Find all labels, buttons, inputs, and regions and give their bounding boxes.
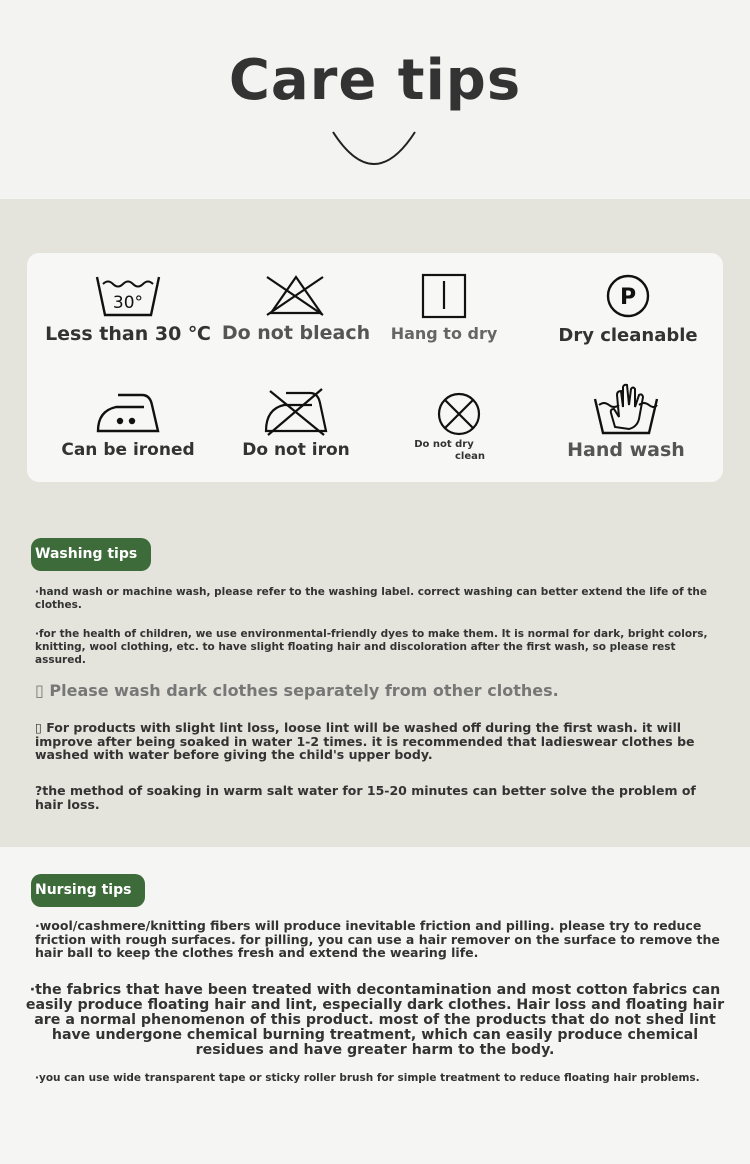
washing-tip-3: ▯ Please wash dark clothes separately from other clothes. [35, 681, 559, 700]
nursing-tips-heading: Nursing tips [31, 874, 145, 907]
symbol-no-dry-clean [372, 391, 546, 463]
washing-tip-5: ?the method of soaking in warm salt water for 15-20 minutes can better solve the problem of hair loss. [35, 783, 696, 812]
symbol-label: Hand wash [567, 439, 685, 461]
iron-icon [96, 391, 160, 435]
symbol-label: Do not iron [242, 440, 350, 460]
care-symbols-section [0, 199, 750, 847]
symbol-label-line2: clean [454, 451, 485, 462]
washing-tip-2: ·for the health of children, we use environmental-friendly dyes to make them. It is normal for dark, bright colors, knitting, wool clothing, etc. to have slight floating hair and discoloration after the first wash, so please rest assured. [35, 628, 708, 666]
nursing-section [0, 847, 750, 1164]
hand-wash-icon [593, 381, 659, 437]
symbol-wash-30 [41, 273, 215, 345]
symbol-label: Can be ironed [61, 440, 195, 460]
washing-tips-heading: Washing tips [31, 538, 151, 571]
no-bleach-icon [265, 273, 327, 317]
svg-text:P: P [619, 285, 637, 310]
no-dry-clean-icon [436, 391, 482, 437]
hang-dry-icon [421, 273, 467, 319]
symbol-label: Hang to dry [390, 324, 498, 343]
header [0, 0, 750, 199]
symbol-hand-wash [539, 381, 713, 461]
no-iron-icon [264, 387, 328, 437]
page-title: Care tips [228, 48, 522, 113]
symbol-label: Do not bleach [221, 322, 371, 344]
symbol-label: Dry cleanable [558, 325, 698, 346]
care-symbols-card [27, 253, 723, 482]
symbol-dry-clean [541, 273, 715, 346]
nursing-tip-3: ·you can use wide transparent tape or sticky roller brush for simple treatment to reduce floating hair problems. [35, 1072, 700, 1084]
dry-clean-p-icon [605, 273, 651, 319]
symbol-label-line1: Do not dry [414, 439, 474, 450]
smile-curve-icon [330, 126, 418, 170]
svg-text:30°: 30° [112, 293, 144, 313]
wash-30-icon [95, 273, 161, 319]
symbol-label: Less than 30 ℃ [45, 323, 211, 345]
symbol-hang-dry [357, 273, 531, 343]
symbol-iron [41, 391, 215, 460]
nursing-tip-1: ·wool/cashmere/knitting fibers will produce inevitable friction and pilling. please try to reduce friction with rough surfaces. for pilling, you can use a hair remover on the surface to remove the hair ball to keep the clothes fresh and extend the wearing life. [35, 918, 720, 960]
washing-tip-1: ·hand wash or machine wash, please refer to the washing label. correct washing can better extend the life of the clothes. [35, 586, 707, 611]
washing-tip-4: ▯ For products with slight lint loss, loose lint will be washed off during the first wash. it will improve after being soaked in water 1-2 times. it is recommended that ladieswear clothes be washed with water before giving the child's upper body. [35, 720, 695, 762]
nursing-tip-2: ·the fabrics that have been treated with decontamination and most cotton fabrics can easily produce floating hair and lint, especially dark clothes. Hair loss and floating hair are a normal phenomenon of this product. most of the products that do not shed lint have undergone chemical burning treatment, which can easily produce chemical residues and have greater harm to the body. [25, 982, 725, 1058]
